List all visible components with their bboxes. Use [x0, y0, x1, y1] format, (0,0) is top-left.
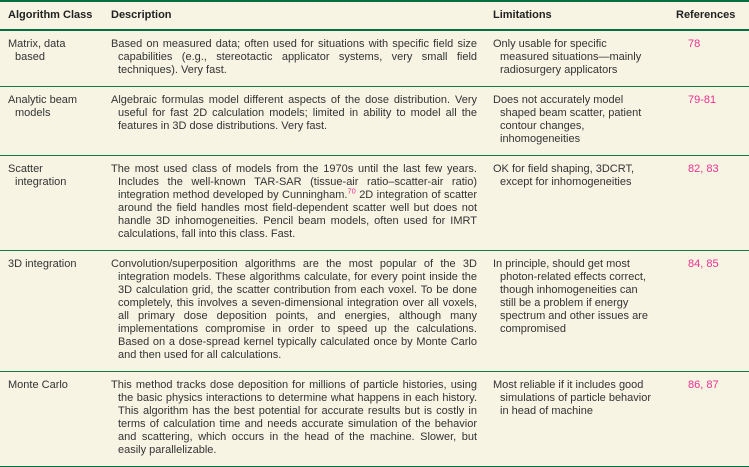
header-row	[0, 1, 749, 30]
algorithm-class-label: Scatter integration	[8, 163, 67, 188]
description-cell	[103, 87, 485, 156]
limitations-cell	[485, 30, 660, 87]
table-row-matrix-data-based	[0, 30, 749, 87]
limitations-text: In principle, should get most photon-related effects correct, though inhomogeneities can still be a problem if energy spectrum and other issues are compromised	[493, 258, 648, 335]
description-text-part: 2D integration of scatter around the field handles most field-dependent scatter well but does not handle 3D inhomogeneities. Pencil beam models, often used for IMRT calculations, fall into this class. Fast.	[118, 189, 477, 240]
column-header-limitations: Limitations	[485, 1, 660, 30]
description-text: Based on measured data; often used for situations with specific field size capabilities (e.g., stereotactic applicator systems, very small field techniques). Very fast.	[111, 38, 477, 76]
references-link[interactable]: 82, 83	[660, 156, 749, 251]
algorithm-class-label: Matrix, data based	[8, 38, 66, 63]
algorithm-class-label: Monte Carlo	[8, 379, 68, 391]
limitations-cell	[485, 251, 660, 372]
column-header-description: Description	[103, 1, 485, 30]
references-link[interactable]: 86, 87	[660, 372, 749, 467]
description-text: Convolution/superposition algorithms are the most popular of the 3D integration models. These algorithms calculate, for every point inside the 3D calculation grid, the scatter contribution from each voxel. To be done completely, this involves a seven-dimensional integration over all voxels, all primary dose deposition points, and energies, although many implementations compromise in order to speed up the calculations. Based on a dose-spread kernel typically calculated once by Monte Carlo and then used for all calculations.	[111, 258, 477, 361]
algorithm-class-label: Analytic beam models	[8, 94, 78, 119]
limitations-text: Does not accurately model shaped beam scatter, patient contour changes, inhomogeneities	[493, 94, 642, 145]
column-header-algorithm-class: Algorithm Class	[0, 1, 103, 30]
references-link[interactable]: 79-81	[660, 87, 749, 156]
limitations-text: OK for field shaping, 3DCRT, except for inhomogeneities	[493, 163, 635, 188]
algorithm-class-label: 3D integration	[8, 258, 77, 270]
description-cell	[103, 30, 485, 87]
algorithm-class-cell	[0, 251, 103, 372]
description-text: Algebraic formulas model different aspects of the dose distribution. Very useful for fast 2D calculation models; limited in ability to model all the features in 3D dose distributions. Very fast.	[111, 94, 477, 132]
limitations-cell	[485, 372, 660, 467]
algorithm-class-cell	[0, 156, 103, 251]
table-row-scatter-integration	[0, 156, 749, 251]
table-row-analytic-beam-models	[0, 87, 749, 156]
references-link[interactable]: 78	[688, 38, 701, 50]
description-text	[111, 163, 477, 241]
description-cell	[103, 372, 485, 467]
column-header-references: References	[660, 1, 749, 30]
description-cell	[103, 156, 485, 251]
algorithm-class-cell	[0, 87, 103, 156]
limitations-cell	[485, 87, 660, 156]
algorithm-class-cell	[0, 372, 103, 467]
citation-superscript-link[interactable]: 70	[347, 186, 356, 196]
table-row-monte-carlo	[0, 372, 749, 467]
references-link[interactable]: 84, 85	[660, 251, 749, 372]
limitations-text: Only usable for specific measured situations—mainly radiosurgery applicators	[493, 38, 642, 76]
description-cell	[103, 251, 485, 372]
description-text-part: The most used class of models from the 1970s until the last few years. Includes the well-known TAR-SAR (tissue-air ratio–scatter-air ratio) integration method developed by Cunningham.	[111, 163, 477, 201]
limitations-text: Most reliable if it includes good simulations of particle behavior in head of machine	[493, 379, 652, 417]
limitations-cell	[485, 156, 660, 251]
description-text: This method tracks dose deposition for millions of particle histories, using the basic physics interactions to determine what happens in each history. This algorithm has the best potential for accurate results but is costly in terms of calculation time and needs accurate simulation of the behavior and scattering, which occurs in the head of the machine. Slower, but easily parallelizable.	[111, 379, 477, 456]
algorithm-class-cell	[0, 30, 103, 87]
table-row-3d-integration	[0, 251, 749, 372]
